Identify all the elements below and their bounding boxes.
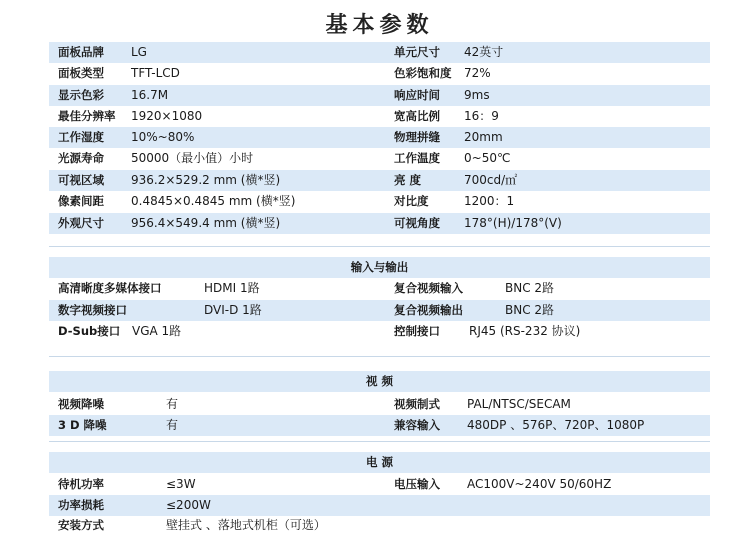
spec-value: 50000（最小值）小时 <box>131 151 254 165</box>
spec-row <box>49 300 710 321</box>
spec-label: 数字视频接口 <box>58 303 127 317</box>
spec-sheet <box>49 0 710 537</box>
spec-label: 对比度 <box>394 194 429 208</box>
spec-label: 3 D 降噪 <box>58 418 107 432</box>
spec-label: 待机功率 <box>58 477 104 491</box>
spec-row <box>49 321 710 342</box>
spec-value: VGA 1路 <box>132 324 182 338</box>
spec-value: 16：9 <box>464 109 499 123</box>
spec-row <box>49 170 710 191</box>
spec-value: 178°(H)/178°(V) <box>464 216 562 230</box>
spec-label: 显示色彩 <box>58 88 104 102</box>
spec-value: 壁挂式 、落地式机柜（可选） <box>166 518 326 532</box>
spec-value: BNC 2路 <box>505 281 555 295</box>
page-title: 基本参数 <box>325 13 434 38</box>
spec-label: 复合视频输出 <box>394 303 463 317</box>
spec-label: 外观尺寸 <box>58 216 104 230</box>
spec-label: 视频降噪 <box>58 397 104 411</box>
spec-value: 有 <box>166 397 179 411</box>
spec-label: 物理拼缝 <box>394 130 440 144</box>
spec-row <box>49 63 710 84</box>
spec-value: LG <box>131 45 147 59</box>
spec-value: 16.7M <box>131 88 169 102</box>
spec-value: 9ms <box>464 88 490 102</box>
spec-value: 0~50℃ <box>464 151 511 165</box>
spec-label: 亮 度 <box>394 173 422 187</box>
spec-value: 72% <box>464 66 491 80</box>
spec-label: D-Sub接口 <box>58 324 121 338</box>
spec-label: 响应时间 <box>394 88 440 102</box>
section-header-row <box>49 371 710 392</box>
spec-value: TFT-LCD <box>131 66 180 80</box>
spec-label: 可视角度 <box>394 216 440 230</box>
spec-label: 面板类型 <box>58 66 104 80</box>
spec-label: 光源寿命 <box>58 151 104 165</box>
spec-value: ≤3W <box>166 477 196 491</box>
spec-value: AC100V~240V 50/60HZ <box>467 477 612 491</box>
spec-row <box>49 127 710 148</box>
divider <box>49 441 710 442</box>
spec-row <box>49 415 710 436</box>
section-header-row <box>49 452 710 473</box>
spec-value: 1920×1080 <box>131 109 203 123</box>
spec-row <box>49 191 710 212</box>
spec-value: HDMI 1路 <box>204 281 260 295</box>
spec-value: PAL/NTSC/SECAM <box>467 397 571 411</box>
spec-row <box>49 278 710 299</box>
spec-label: 工作湿度 <box>58 130 104 144</box>
spec-row <box>49 106 710 127</box>
spec-row <box>49 474 710 495</box>
spec-label: 功率损耗 <box>58 498 104 512</box>
spec-row <box>49 515 710 536</box>
spec-label: 兼容输入 <box>394 418 440 432</box>
spec-label: 单元尺寸 <box>394 45 440 59</box>
spec-label: 色彩饱和度 <box>394 66 452 80</box>
spec-value: BNC 2路 <box>505 303 555 317</box>
spec-value: 480DP 、576P、720P、1080P <box>467 418 645 432</box>
spec-label: 控制接口 <box>394 324 440 338</box>
spec-label: 面板品牌 <box>58 45 104 59</box>
spec-value: 700cd/㎡ <box>464 173 518 187</box>
section-title-power: 电 源 <box>365 455 393 469</box>
spec-value: 有 <box>166 418 179 432</box>
section-title-io: 输入与输出 <box>350 260 409 274</box>
spec-value: RJ45 (RS-232 协议) <box>469 324 581 338</box>
spec-value: 936.2×529.2 mm (横*竖) <box>131 173 281 187</box>
divider <box>49 356 710 357</box>
spec-row <box>49 148 710 169</box>
spec-label: 电压输入 <box>394 477 440 491</box>
spec-label: 高清晰度多媒体接口 <box>58 281 162 295</box>
spec-value: 1200：1 <box>464 194 515 208</box>
spec-row <box>49 213 710 234</box>
spec-label: 宽高比例 <box>394 109 440 123</box>
section-header-row <box>49 257 710 278</box>
spec-value: 10%~80% <box>131 130 195 144</box>
spec-label: 复合视频输入 <box>394 281 463 295</box>
spec-value: 0.4845×0.4845 mm (横*竖) <box>131 194 296 208</box>
spec-value: DVI-D 1路 <box>204 303 262 317</box>
spec-label: 像素间距 <box>58 194 104 208</box>
spec-row <box>49 495 710 516</box>
spec-value: ≤200W <box>166 498 211 512</box>
spec-value: 956.4×549.4 mm (横*竖) <box>131 216 281 230</box>
spec-row <box>49 85 710 106</box>
spec-row <box>49 394 710 415</box>
divider <box>49 246 710 247</box>
spec-value: 20mm <box>464 130 503 144</box>
spec-label: 可视区域 <box>58 173 104 187</box>
section-title-video: 视 频 <box>365 374 393 388</box>
spec-label: 安装方式 <box>58 518 104 532</box>
spec-label: 视频制式 <box>394 397 440 411</box>
spec-row <box>49 42 710 63</box>
spec-value: 42英寸 <box>464 45 504 59</box>
spec-label: 最佳分辨率 <box>58 109 116 123</box>
spec-label: 工作温度 <box>394 151 440 165</box>
